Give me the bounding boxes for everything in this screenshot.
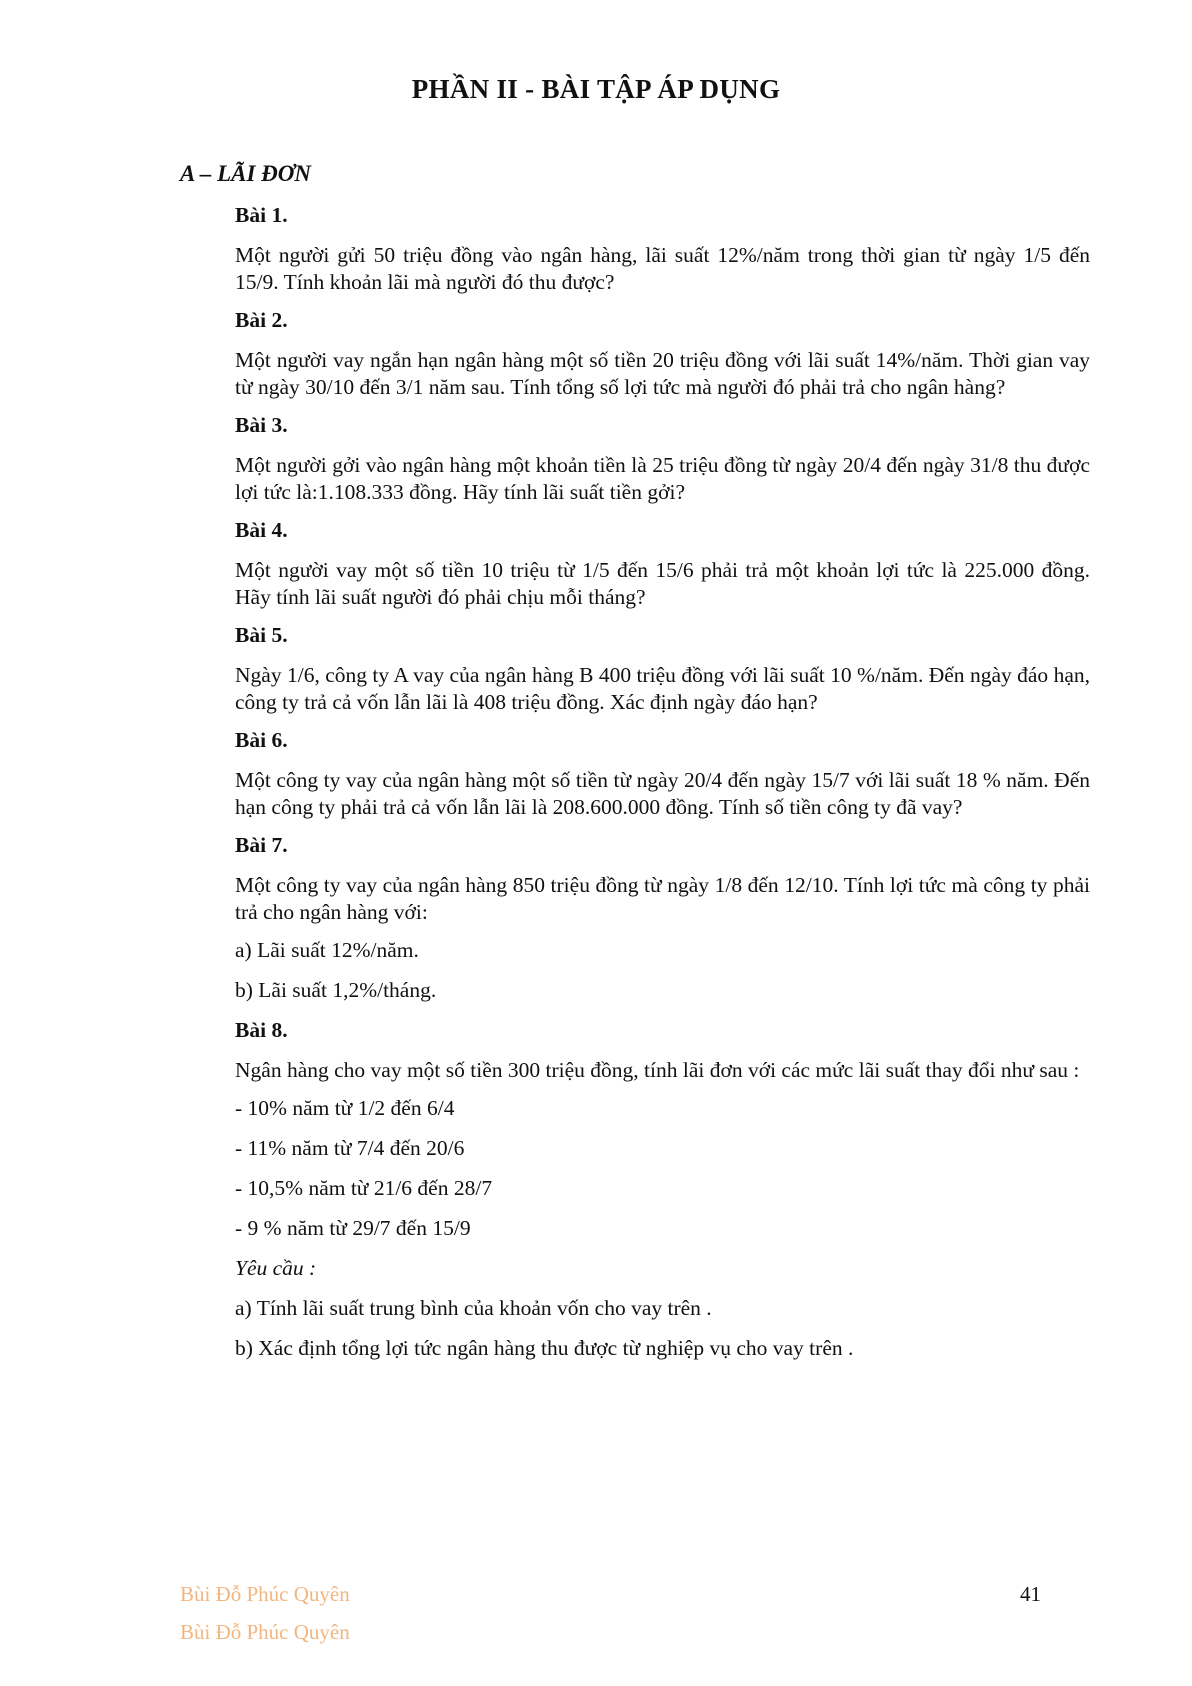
rate-item: - 10% năm từ 1/2 đến 6/4 bbox=[235, 1096, 455, 1120]
exercise-body: Ngày 1/6, công ty A vay của ngân hàng B 400 triệu đồng với lãi suất 10 %/năm. Đến ngày đáo hạn, công ty trả cả vốn lẫn lãi là 408 triệu đồng. Xác định ngày đáo hạn? bbox=[235, 663, 1090, 714]
exercise-2 bbox=[235, 307, 1090, 401]
requirement-item: b) Xác định tổng lợi tức ngân hàng thu được từ nghiệp vụ cho vay trên . bbox=[235, 1336, 854, 1360]
exercise-title: Bài 8. bbox=[235, 1018, 288, 1042]
requirement-label: Yêu cầu : bbox=[235, 1256, 317, 1280]
page-title: PHẦN II - BÀI TẬP ÁP DỤNG bbox=[411, 74, 781, 104]
exercise-title: Bài 5. bbox=[235, 623, 288, 647]
requirement-item: a) Tính lãi suất trung bình của khoản vốn cho vay trên . bbox=[235, 1296, 712, 1320]
exercise-title: Bài 1. bbox=[235, 203, 288, 227]
exercise-body: Một người gởi vào ngân hàng một khoản tiền là 25 triệu đồng từ ngày 20/4 đến ngày 31/8 thu được lợi tức là:1.108.333 đồng. Hãy tính lãi suất tiền gởi? bbox=[235, 453, 1090, 504]
exercise-1 bbox=[235, 202, 1090, 296]
section-heading: A – LÃI ĐƠN bbox=[180, 161, 311, 186]
exercise-title: Bài 4. bbox=[235, 518, 288, 542]
exercise-title: Bài 7. bbox=[235, 833, 288, 857]
footer-author-repeat: Bùi Đỗ Phúc Quyên bbox=[180, 1620, 350, 1644]
exercise-3 bbox=[235, 412, 1090, 506]
exercise-title: Bài 3. bbox=[235, 413, 288, 437]
exercise-title: Bài 2. bbox=[235, 308, 288, 332]
exercise-body: Một công ty vay của ngân hàng 850 triệu đồng từ ngày 1/8 đến 12/10. Tính lợi tức mà công ty phải trả cho ngân hàng với: bbox=[235, 873, 1090, 924]
option-item: b) Lãi suất 1,2%/tháng. bbox=[235, 978, 437, 1002]
rate-item: - 11% năm từ 7/4 đến 20/6 bbox=[235, 1136, 465, 1160]
option-item: a) Lãi suất 12%/năm. bbox=[235, 938, 419, 962]
rate-item: - 10,5% năm từ 21/6 đến 28/7 bbox=[235, 1176, 493, 1200]
exercise-body: Ngân hàng cho vay một số tiền 300 triệu đồng, tính lãi đơn với các mức lãi suất thay đổi như sau : bbox=[235, 1058, 1080, 1082]
exercise-6 bbox=[235, 727, 1090, 821]
footer-author: Bùi Đỗ Phúc Quyên bbox=[180, 1582, 350, 1606]
exercise-title: Bài 6. bbox=[235, 728, 288, 752]
exercise-5 bbox=[235, 622, 1090, 716]
page-number: 41 bbox=[1020, 1582, 1041, 1606]
exercise-8 bbox=[235, 1017, 1090, 1362]
exercise-body: Một người vay ngắn hạn ngân hàng một số tiền 20 triệu đồng với lãi suất 14%/năm. Thời gian vay từ ngày 30/10 đến 3/1 năm sau. Tính tổng số lợi tức mà người đó phải trả cho ngân hàng? bbox=[235, 348, 1090, 399]
exercise-body: Một người gửi 50 triệu đồng vào ngân hàng, lãi suất 12%/năm trong thời gian từ ngày 1/5 đến 15/9. Tính khoản lãi mà người đó thu được? bbox=[235, 243, 1090, 294]
exercise-body: Một người vay một số tiền 10 triệu từ 1/5 đến 15/6 phải trả một khoản lợi tức là 225.000 đồng. Hãy tính lãi suất người đó phải chịu mỗi tháng? bbox=[235, 558, 1090, 609]
rate-item: - 9 % năm từ 29/7 đến 15/9 bbox=[235, 1216, 471, 1240]
exercise-4 bbox=[235, 517, 1090, 611]
exercise-7 bbox=[235, 832, 1090, 1004]
exercise-list bbox=[235, 202, 1090, 1375]
exercise-body: Một công ty vay của ngân hàng một số tiền từ ngày 20/4 đến ngày 15/7 với lãi suất 18 % năm. Đến hạn công ty phải trả cả vốn lẫn lãi là 208.600.000 đồng. Tính số tiền công ty đã vay? bbox=[235, 768, 1090, 819]
